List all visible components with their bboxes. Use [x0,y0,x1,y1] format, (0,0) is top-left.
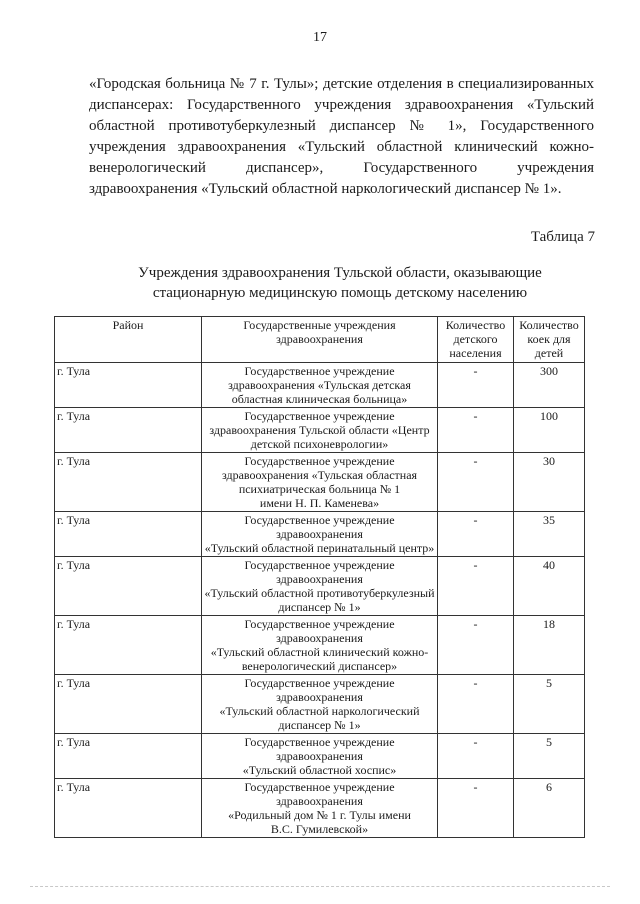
region-cell: г. Тула [55,453,202,512]
beds-count-cell: 40 [514,557,585,616]
region-cell: г. Тула [55,779,202,838]
institution-line: Государственное учреждение [244,454,395,468]
institution-line: диспансер № 1» [278,600,361,614]
header-region: Район [55,317,202,363]
table-row [55,512,585,557]
institution-line: здравоохранения [276,572,363,586]
region-cell: г. Тула [55,557,202,616]
institution-line: «Родильный дом № 1 г. Тулы имени [228,808,411,822]
institution-line: здравоохранения [276,631,363,645]
institution-line: «Тульский областной противотуберкулезный [204,586,435,600]
institution-cell [202,616,438,675]
region-cell: г. Тула [55,675,202,734]
institution-line: диспансер № 1» [278,718,361,732]
beds-count-cell: 30 [514,453,585,512]
table-title-line: стационарную медицинскую помощь детскому населению [152,285,528,301]
header-children: Количество детского населения [438,317,514,363]
institution-cell [202,363,438,408]
table-row [55,779,585,838]
region-cell: г. Тула [55,616,202,675]
institution-line: психиатрическая больница № 1 [238,482,401,496]
institution-line: венерологический диспансер» [241,659,398,673]
institution-line: Государственное учреждение [244,409,395,423]
children-count-cell: - [438,512,514,557]
beds-count-cell: 5 [514,734,585,779]
table-row [55,363,585,408]
institution-line: здравоохранения Тульской области «Центр [209,423,430,437]
table-title [40,263,640,303]
institution-line: Государственное учреждение [244,364,395,378]
institution-line: здравоохранения «Тульская областная [221,468,418,482]
region-cell: г. Тула [55,512,202,557]
institution-line: Государственное учреждение [244,676,395,690]
institution-line: областная клиническая больница» [231,392,408,406]
children-count-cell: - [438,453,514,512]
institution-cell [202,453,438,512]
institution-line: «Тульский областной наркологический [219,704,420,718]
region-cell: г. Тула [55,734,202,779]
institution-line: Государственное учреждение [244,735,395,749]
institution-line: имени Н. П. Каменева» [259,496,380,510]
institution-line: Государственное учреждение [244,780,395,794]
institution-cell [202,734,438,779]
institution-line: здравоохранения «Тульская детская [228,378,411,392]
header-institution: Государственные учреждения здравоохранения [202,317,438,363]
region-cell: г. Тула [55,363,202,408]
institution-cell [202,557,438,616]
institution-line: здравоохранения [276,794,363,808]
intro-paragraph: «Городская больница № 7 г. Тулы»; детские отделения в специализированных диспансерах: Государственного учреждения здравоохранения «Тульский областной противотуберкулезный диспансер № 1», Государственного учреждения здравоохранения «Тульский областной клинический кожно-венерологический диспансер», Государственного учреждения здравоохранения «Тульский областной наркологический диспансер № 1». [89,76,594,197]
children-count-cell: - [438,616,514,675]
institution-cell [202,779,438,838]
page-number: 17 [313,30,327,45]
table-row [55,408,585,453]
institution-cell [202,512,438,557]
institution-line: детской психоневрологии» [250,437,389,451]
table-row [55,557,585,616]
table-title-line: Учреждения здравоохранения Тульской области, оказывающие [138,265,542,281]
institution-line: Государственное учреждение [244,617,395,631]
institution-line: «Тульский областной перинатальный центр» [204,541,435,555]
children-count-cell: - [438,408,514,453]
table-header-row [55,317,585,363]
header-beds: Количество коек для детей [514,317,585,363]
institution-cell [202,675,438,734]
footer-divider [30,886,610,887]
institution-line: Государственное учреждение [244,513,395,527]
table-row [55,675,585,734]
institution-line: здравоохранения [276,527,363,541]
beds-count-cell: 5 [514,675,585,734]
table-body [55,363,585,838]
institution-line: Государственное учреждение [244,558,395,572]
region-cell: г. Тула [55,408,202,453]
beds-count-cell: 6 [514,779,585,838]
institution-cell [202,408,438,453]
institution-line: здравоохранения [276,690,363,704]
beds-count-cell: 300 [514,363,585,408]
children-count-cell: - [438,363,514,408]
beds-count-cell: 35 [514,512,585,557]
children-count-cell: - [438,557,514,616]
institutions-table [54,316,585,838]
institution-line: В.С. Гумилевской» [270,822,369,836]
institution-line: «Тульский областной клинический кожно- [210,645,429,659]
table-row [55,453,585,512]
table-row [55,616,585,675]
beds-count-cell: 18 [514,616,585,675]
table-label: Таблица 7 [530,229,595,245]
institution-line: «Тульский областной хоспис» [242,763,397,777]
beds-count-cell: 100 [514,408,585,453]
children-count-cell: - [438,779,514,838]
children-count-cell: - [438,675,514,734]
table-row [55,734,585,779]
children-count-cell: - [438,734,514,779]
institution-line: здравоохранения [276,749,363,763]
